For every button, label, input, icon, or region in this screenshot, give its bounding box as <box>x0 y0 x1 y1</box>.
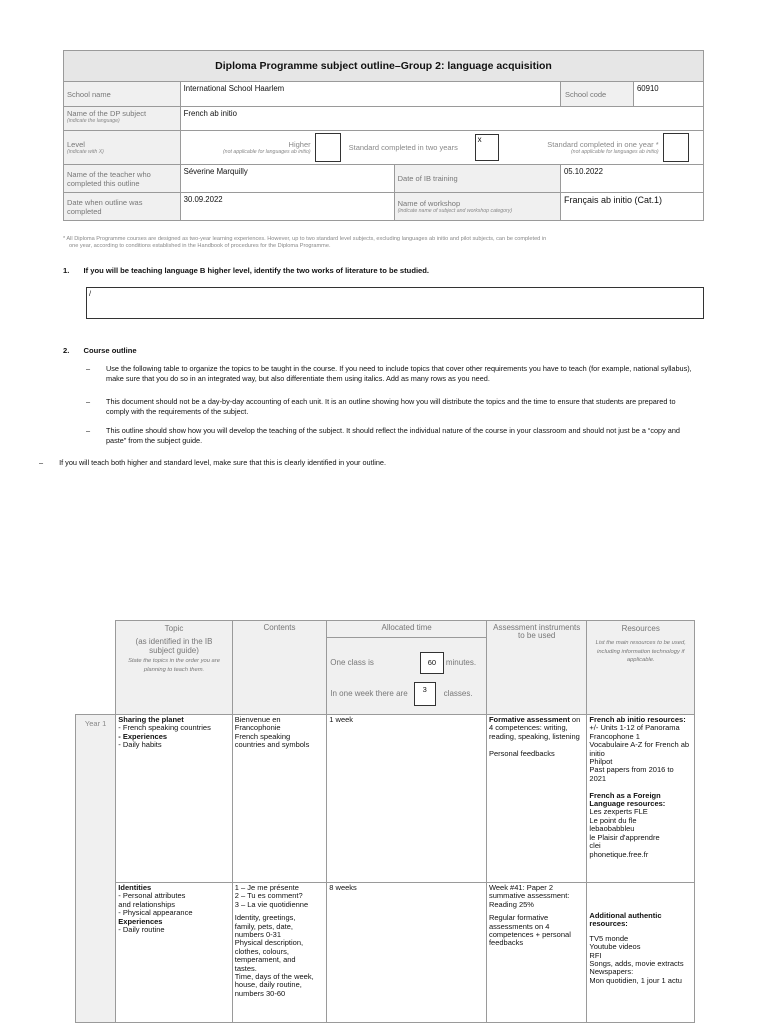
standard-one-year-hint: (not applicable for languages ab initio) <box>570 149 659 155</box>
resources-cell: French ab initio resources: +/- Units 1-12 of Panorama Francophone 1 Vocabulaire A-Z for French ab initio Philpot Past papers from 2016 to 2021 French as a Foreign Language resources: Les zexperts FLE Le point du fle lebaobabbleu le Plaisir d'apprendre clei phonetique.free.fr <box>587 715 695 883</box>
document-title: Diploma Programme subject outline–Group 2: language acquisition <box>64 51 704 82</box>
standard-one-year-label: Standard completed in one year * <box>547 140 659 149</box>
classes-label: classes. <box>443 688 473 698</box>
topic-cell: Sharing the planet - French speaking countries - Experiences - Daily habits <box>116 715 232 883</box>
school-code-value: 60910 <box>636 84 659 93</box>
standard-two-years-label: Standard completed in two years <box>348 143 458 152</box>
year-label: Year 1 <box>76 715 116 1023</box>
table-row <box>76 883 695 1023</box>
contents-cell: Bienvenue en Francophonie French speaking countries and symbols <box>232 715 327 883</box>
guideline-bullet-levels <box>39 458 386 467</box>
standard-one-year-checkbox[interactable] <box>663 133 689 162</box>
guideline-bullet <box>86 426 700 445</box>
higher-checkbox[interactable] <box>315 133 341 162</box>
classes-per-week-input[interactable]: 3 <box>414 682 436 706</box>
bullet-dash: – <box>86 426 91 435</box>
resources-header: Resources <box>621 624 660 633</box>
subject-label: Name of the DP subject <box>67 109 147 118</box>
footnote-line-2: one year, according to conditions established in the Handbook of procedures for the Diploma Programme. <box>69 243 331 249</box>
topic-subheader: (as identified in the IB subject guide) <box>135 637 213 655</box>
level-hint: (indicate with X) <box>67 149 104 155</box>
time-cell: 1 week <box>327 715 487 883</box>
workshop-hint: (indicate name of subject and workshop category) <box>397 208 513 214</box>
school-code-label: School code <box>561 82 634 106</box>
ib-training-value: 05.10.2022 <box>560 165 703 193</box>
question-2 <box>63 346 137 355</box>
ib-training-label: Date of IB training <box>394 165 560 193</box>
question-1-text: If you will be teaching language B higher level, identify the two works of literature to be studied. <box>83 266 430 275</box>
higher-label: Higher <box>288 140 311 149</box>
subject-value: French ab initio <box>180 107 703 131</box>
date-completed-value: 30.09.2022 <box>180 193 394 221</box>
guideline-bullet <box>86 364 700 383</box>
bullet-dash: – <box>86 364 91 373</box>
bullet-text: Use the following table to organize the topics to be taught in the course. If you need to include topics that cover other requirements you have to teach (for example, national syllabus), make sure that you do so in an integrated way, but also differentiate them using italics. Add as many rows as you need. <box>106 364 692 383</box>
topic-cell: Identities - Personal attributes and relationships - Physical appearance Experiences - Daily routine <box>116 883 232 1023</box>
bullet-text: This document should not be a day-by-day accounting of each unit. It is an outline showing how you will distribute the topics and the time to ensure that students are prepared to comply with the requirements of the subject. <box>106 397 676 416</box>
assessment-cell: Formative assessment on 4 competences: writing, reading, speaking, listening Personal feedbacks <box>486 715 586 883</box>
resources-cell: Additional authentic resources: TV5 monde Youtube videos RFI Songs, adds, movie extracts Newspapers: Mon quotidien, 1 jour 1 actu <box>587 883 695 1023</box>
question-1-answer-box[interactable]: / <box>86 287 704 319</box>
bullet-dash: – <box>86 397 91 406</box>
course-outline-title: Course outline <box>83 346 137 355</box>
higher-hint: (not applicable for languages ab initio) <box>222 149 311 155</box>
subject-outline-header-table <box>63 50 704 221</box>
course-outline-table <box>75 620 695 1023</box>
minutes-label: minutes. <box>445 657 477 667</box>
one-class-label: One class is <box>330 657 374 667</box>
date-completed-label: Date when outline was completed <box>64 193 181 221</box>
subject-hint: (indicate the language) <box>67 118 120 124</box>
workshop-label: Name of workshop <box>397 199 461 208</box>
guideline-bullet <box>86 397 700 416</box>
assessment-cell: Week #41: Paper 2 summative assessment: Reading 25% Regular formative assessments on 4 competences + personal feedbacks <box>486 883 586 1023</box>
standard-two-years-checkbox[interactable]: x <box>475 134 499 161</box>
allocated-time-header: Allocated time <box>327 621 487 638</box>
school-name-value: International School Haarlem <box>180 82 560 107</box>
assessment-header: Assessment instruments to be used <box>486 621 586 715</box>
footnote <box>63 236 708 250</box>
bullet-text: If you will teach both higher and standard level, make sure that this is clearly identified in your outline. <box>59 458 387 467</box>
workshop-value: Français ab initio (Cat.1) <box>560 193 703 221</box>
contents-cell: 1 – Je me présente 2 – Tu es comment? 3 – La vie quotidienne Identity, greetings, family, pets, date, numbers 0-31 Physical description, clothes, colours, temperament, and tastes. Time, days of the week, house, daily routine, numbers 30-60 <box>232 883 327 1023</box>
table-row <box>76 715 695 883</box>
question-2-number: 2. <box>63 346 70 355</box>
time-cell: 8 weeks <box>327 883 487 1023</box>
bullet-dash: – <box>39 458 44 467</box>
footnote-line-1: * All Diploma Programme courses are designed as two-year learning experiences. However, up to two standard level subjects, excluding languages ab initio and pilot subjects, can be completed in <box>63 236 547 242</box>
week-label: In one week there are <box>330 688 408 698</box>
resources-hint: List the main resources to be used, including information technology if applicable. <box>595 640 686 664</box>
question-1 <box>63 266 429 275</box>
level-label: Level <box>67 140 85 149</box>
topic-hint: State the topics in the order you are planning to teach them. <box>128 658 220 673</box>
teacher-value: Séverine Marquilly <box>180 165 394 193</box>
class-minutes-input[interactable]: 60 <box>420 652 444 674</box>
topic-header: Topic <box>164 624 184 633</box>
question-1-number: 1. <box>63 266 70 275</box>
contents-header: Contents <box>232 621 327 715</box>
school-name-label: School name <box>64 82 181 107</box>
teacher-label: Name of the teacher who completed this outline <box>64 165 181 193</box>
bullet-text: This outline should show how you will develop the teaching of the subject. It should reflect the individual nature of the course in your classroom and should not just be a “copy and paste” from the subject guide. <box>106 426 680 445</box>
